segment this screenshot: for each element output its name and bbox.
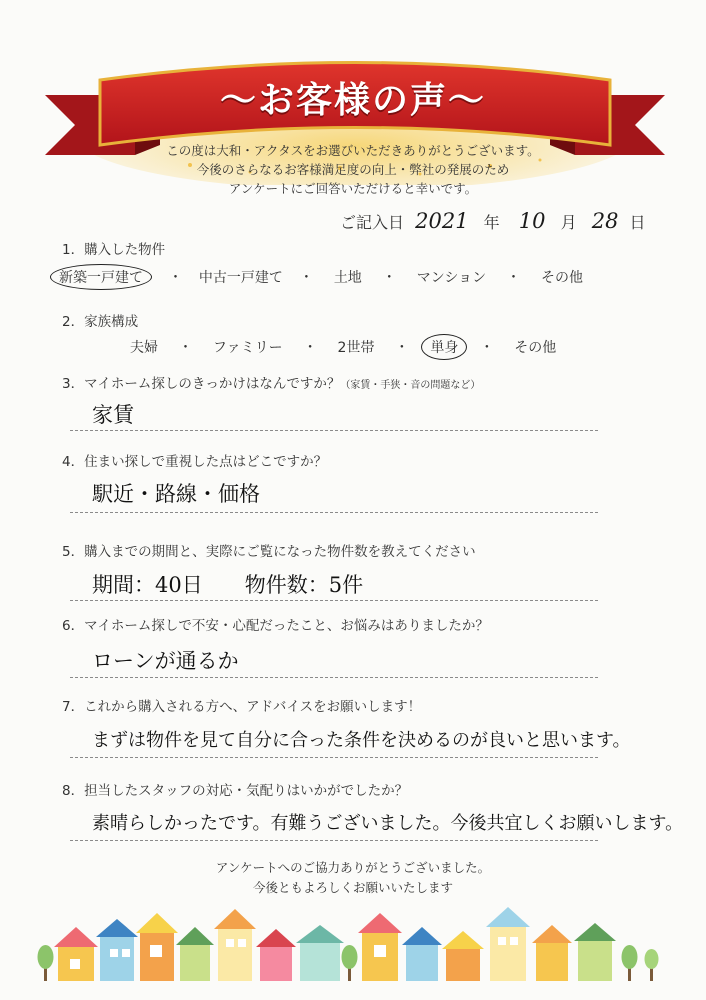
q3-question xyxy=(62,372,480,392)
banner-title: ～お客様の声～ xyxy=(219,80,486,121)
house-icon xyxy=(402,927,442,981)
tree-icon xyxy=(622,945,638,981)
date-year: 2021 xyxy=(415,209,469,233)
date-day-unit: 日 xyxy=(629,213,646,232)
q3-note: （家賃・手狭・音の問題など） xyxy=(340,380,481,391)
separator: ・ xyxy=(168,270,183,286)
q2-option[interactable]: その他 xyxy=(514,340,557,356)
house-icon xyxy=(296,925,344,981)
q2-option[interactable]: 2世帯 xyxy=(337,340,375,356)
answer-line xyxy=(70,840,598,841)
q8-label: 8．担当したスタッフの対応・気配りはいかがでしたか？ xyxy=(62,783,409,799)
q1-option[interactable]: その他 xyxy=(541,270,583,286)
q5-answer: 期間：40日 物件数：5件 xyxy=(92,573,364,597)
house-icon xyxy=(214,909,256,981)
outro-line-1: アンケートへのご協力ありがとうございました。 xyxy=(215,860,491,875)
separator: ・ xyxy=(303,340,318,356)
q4-label: 4．住まい探しで重視した点はどこですか？ xyxy=(62,454,328,470)
date-label: ご記入日 xyxy=(340,213,405,232)
q7-label: 7．これから購入される方へ、アドバイスをお願いします！ xyxy=(62,699,422,715)
answer-line xyxy=(70,757,598,758)
q8-answer: 素晴らしかったです。有難うございました。今後共宜しくお願いします。 xyxy=(92,813,684,834)
q1-label: 1．購入した物件 xyxy=(62,242,166,258)
separator: ・ xyxy=(299,270,314,286)
house-icon xyxy=(256,929,296,981)
answer-line xyxy=(70,512,598,513)
house-icon xyxy=(486,907,530,981)
date-month: 10 xyxy=(518,209,546,233)
house-icon xyxy=(96,919,138,981)
separator: ・ xyxy=(479,340,494,356)
house-icon xyxy=(358,913,402,981)
intro-line-2: 今後のさらなるお客様満足度の向上・弊社の発展のため xyxy=(196,162,510,177)
q2-option-selected[interactable]: 単身 xyxy=(421,334,467,360)
q2-options xyxy=(130,334,556,360)
tree-icon xyxy=(342,945,358,981)
separator: ・ xyxy=(506,270,521,286)
q3-label: 3．マイホーム探しのきっかけはなんですか？ xyxy=(62,376,341,392)
answer-line xyxy=(70,600,598,601)
separator: ・ xyxy=(178,340,193,356)
intro-line-1: この度は大和・アクタスをお選びいただきありがとうございます。 xyxy=(166,143,540,158)
q1-option[interactable]: 中古一戸建て xyxy=(198,270,283,286)
house-icon xyxy=(54,927,98,981)
answer-line xyxy=(70,430,598,431)
answer-line xyxy=(70,677,598,678)
q3-answer: 家賃 xyxy=(92,403,134,427)
date-row xyxy=(340,209,680,233)
q4-answer: 駅近・路線・価格 xyxy=(92,482,260,506)
date-day: 28 xyxy=(591,209,619,233)
tree-icon xyxy=(645,949,659,981)
houses-illustration xyxy=(30,905,676,985)
house-icon xyxy=(532,925,572,981)
q2-option[interactable]: 夫婦 xyxy=(130,340,158,356)
q1-option[interactable]: マンション xyxy=(416,270,487,286)
q1-option-selected[interactable]: 新築一戸建て xyxy=(50,264,152,290)
house-icon xyxy=(442,931,484,981)
house-icon xyxy=(136,913,178,981)
separator: ・ xyxy=(382,270,397,286)
intro-line-3: アンケートにご回答いただけると幸いです。 xyxy=(228,181,478,196)
q6-label: 6．マイホーム探しで不安・心配だったこと、お悩みはありましたか？ xyxy=(62,618,489,634)
q2-label: 2．家族構成 xyxy=(62,314,139,330)
separator: ・ xyxy=(394,340,409,356)
q6-answer: ローンが通るか xyxy=(92,649,239,673)
date-year-unit: 年 xyxy=(483,213,500,232)
house-icon xyxy=(574,923,616,981)
q5-label: 5．購入までの期間と、実際にご覧になった物件数を教えてください xyxy=(62,544,476,560)
q7-answer: まずは物件を見て自分に合った条件を決めるのが良いと思います。 xyxy=(92,730,631,751)
q2-option[interactable]: ファミリー xyxy=(212,340,283,356)
q1-options xyxy=(50,264,583,290)
date-month-unit: 月 xyxy=(560,213,577,232)
q1-option[interactable]: 土地 xyxy=(333,270,362,286)
outro-line-2: 今後ともよろしくお願いいたします xyxy=(252,880,453,895)
house-icon xyxy=(176,927,214,981)
tree-icon xyxy=(38,945,54,981)
